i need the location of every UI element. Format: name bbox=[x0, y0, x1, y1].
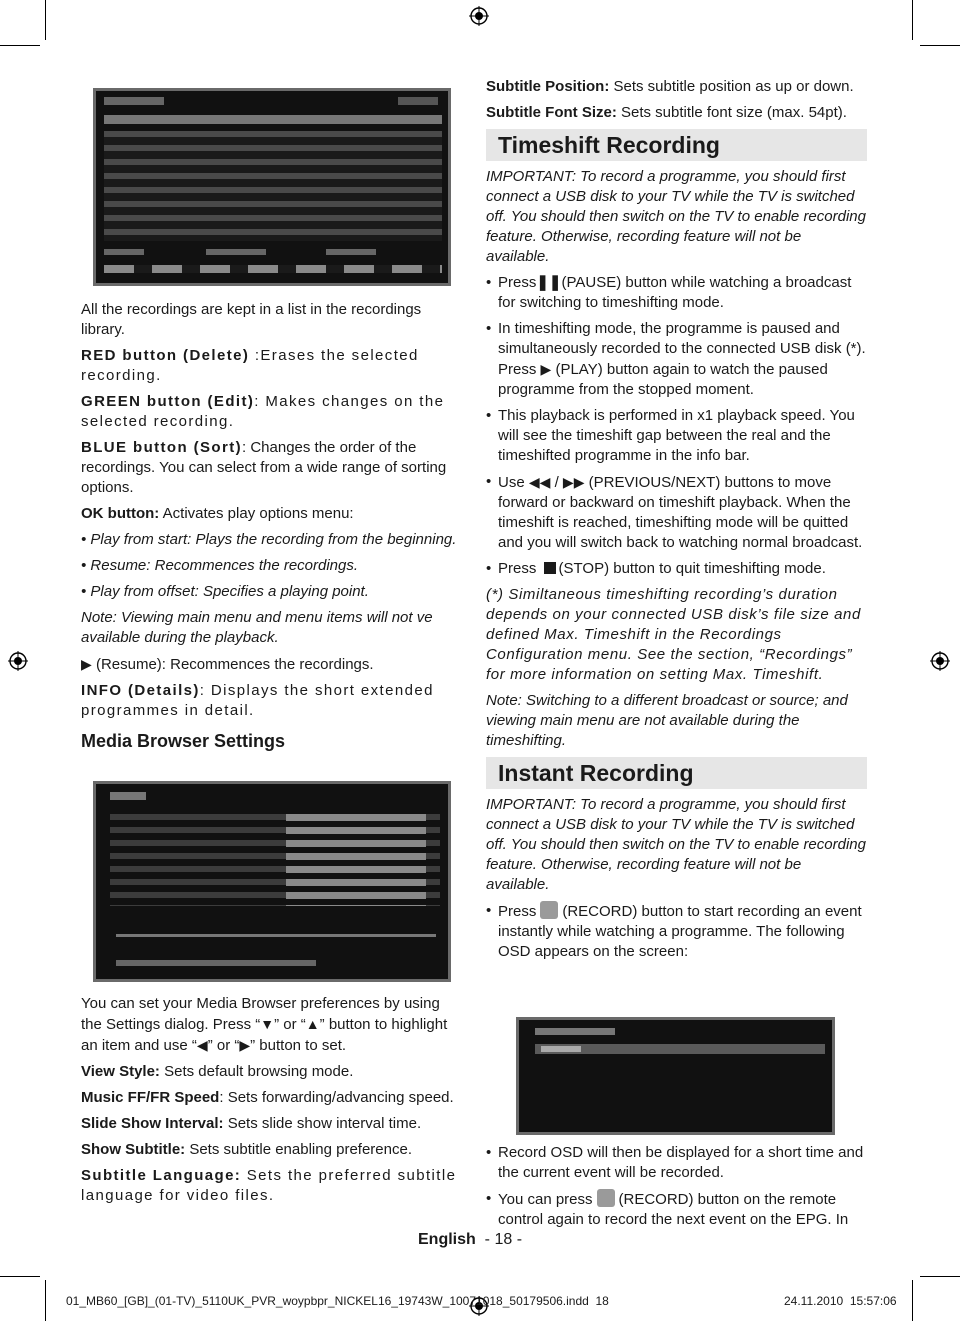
view-style-description bbox=[81, 1062, 463, 1082]
instant-bullet-osd: • Record OSD will then be displayed for a short time and the current event will be recorded. bbox=[486, 1143, 867, 1183]
bullet-text: Press bbox=[498, 903, 537, 920]
ok-option-play-from-start: • Play from start: Plays the recording from the beginning. bbox=[81, 531, 457, 548]
bullet-text: You can press bbox=[498, 1191, 593, 1208]
music-speed-label: Music FF/FR Speed bbox=[81, 1089, 220, 1106]
crop-mark bbox=[45, 0, 46, 40]
ok-option-resume: • Resume: Recommences the recordings. bbox=[81, 557, 359, 574]
settings-intro-part: ” or “ bbox=[274, 1016, 306, 1033]
record-button-icon bbox=[597, 1189, 615, 1207]
crop-mark bbox=[0, 1276, 40, 1277]
music-speed-description bbox=[81, 1088, 463, 1108]
timeshift-heading: Timeshift Recording bbox=[486, 129, 867, 161]
crop-mark bbox=[45, 1280, 46, 1321]
slug-page: 18 bbox=[595, 1294, 609, 1308]
recordings-intro: All the recordings are kept in a list in the recordings library. bbox=[81, 301, 422, 338]
info-button-description bbox=[81, 681, 463, 721]
settings-intro-part: You can set your Media Browser preferences by using the Settings dialog. Press “ bbox=[81, 995, 440, 1033]
record-button-icon bbox=[540, 901, 558, 919]
subtitle-font-text: Sets subtitle font size (max. 54pt). bbox=[616, 104, 847, 121]
instant-bullet-record bbox=[486, 901, 867, 962]
ok-option-text: Play from start: Plays the recording from the beginning. bbox=[90, 531, 457, 548]
subtitle-font-description bbox=[486, 103, 867, 123]
green-button-label: GREEN button (Edit) bbox=[81, 393, 255, 410]
bullet-text: In timeshifting mode, the programme is paused and simultaneously recorded to the connected USB disk (*). Press bbox=[498, 320, 866, 378]
playback-note: Note: Viewing main menu and menu items will not ve available during the playback. bbox=[81, 609, 433, 646]
subtitle-language-description bbox=[81, 1166, 463, 1206]
red-button-description bbox=[81, 346, 463, 386]
timeshift-bullet-playback: • This playback is performed in x1 playback speed. You will see the timeshift gap between the real and the timeshifted programme in the info bar. bbox=[486, 406, 867, 466]
timeshift-bullet-prev-next: • Use ◀◀ / ▶▶ (PREVIOUS/NEXT) buttons to move forward or backward on timeshift playback. When the timeshift is reached, timeshifting mode will be quitted and you will switch back to watching normal broadcast. bbox=[486, 472, 867, 553]
media-browser-heading: Media Browser Settings bbox=[81, 731, 286, 751]
green-button-description bbox=[81, 392, 463, 432]
down-arrow-icon: ▼ bbox=[260, 1016, 275, 1032]
instant-important: IMPORTANT: To record a programme, you should first connect a USB disk to your TV while the TV is switched off. You should then switch on the TV to enable recording feature. Otherwise, recording feature will not be available. bbox=[486, 796, 866, 893]
timeshift-note-switching: Note: Switching to a different broadcast or source; and viewing main menu are not available during the timeshifting. bbox=[486, 692, 848, 749]
right-column bbox=[486, 77, 867, 968]
red-button-text: :Erases the selected recording. bbox=[81, 347, 419, 384]
instant-bullet-next-event bbox=[486, 1189, 867, 1230]
bullet-text: (PLAY) button again to watch the paused programme from the stopped moment. bbox=[498, 361, 828, 398]
crop-mark bbox=[920, 45, 960, 46]
pause-icon: ❚❚ bbox=[536, 274, 562, 291]
ok-option-play-from-offset: • Play from offset: Specifies a playing point. bbox=[81, 583, 369, 600]
info-button-label: INFO (Details) bbox=[81, 682, 200, 699]
ok-option-text: Resume: Recommences the recordings. bbox=[90, 557, 359, 574]
red-button-label: RED button (Delete) bbox=[81, 347, 250, 364]
play-icon: ▶ bbox=[540, 361, 552, 377]
left-column bbox=[81, 300, 463, 757]
registration-mark-icon bbox=[930, 651, 950, 671]
info-button-text: : Displays the short extended programmes in detail. bbox=[81, 682, 434, 719]
next-icon: ▶▶ bbox=[562, 474, 585, 490]
right-arrow-icon: ▶ bbox=[239, 1037, 251, 1053]
slug-time: 15:57:06 bbox=[849, 1294, 897, 1308]
bullet-text: (PAUSE) button while watching a broadcast for switching to timeshifting mode. bbox=[498, 274, 852, 311]
music-speed-text: : Sets forwarding/advancing speed. bbox=[219, 1089, 454, 1106]
crop-mark bbox=[0, 45, 40, 46]
slug-filename: 01_MB60_[GB]_(01-TV)_5110UK_PVR_woypbpr_NICKEL16_19743W_10071018_50179506.indd bbox=[66, 1294, 589, 1308]
slug-line bbox=[66, 1294, 609, 1308]
subtitle-position-label: Subtitle Position: bbox=[486, 78, 610, 95]
subtitle-position-description bbox=[486, 77, 867, 97]
bullet-text: (RECORD) button on the remote control again to record the next event on the EPG. In bbox=[498, 1191, 849, 1228]
bullet-text: (RECORD) button to start recording an event instantly while watching a programme. The following OSD appears on the screen: bbox=[498, 903, 862, 960]
ok-button-text: Activates play options menu: bbox=[159, 505, 354, 522]
view-style-text: Sets default browsing mode. bbox=[159, 1063, 354, 1080]
bullet-text: Press bbox=[498, 560, 537, 577]
crop-mark bbox=[920, 1276, 960, 1277]
ok-button-description bbox=[81, 504, 463, 524]
recordings-library-screenshot bbox=[93, 88, 451, 286]
left-arrow-icon: ◀ bbox=[196, 1037, 208, 1053]
left-column-settings bbox=[81, 994, 463, 1212]
settings-intro bbox=[81, 994, 463, 1056]
show-subtitle-description bbox=[81, 1140, 463, 1160]
slide-show-text: Sets slide show interval time. bbox=[223, 1115, 422, 1132]
previous-icon: ◀◀ bbox=[528, 474, 551, 490]
instant-recording-heading: Instant Recording bbox=[486, 757, 867, 789]
timeshift-note-duration: (*) Similtaneous timeshifting recording’s duration depends on your connected USB disk’s file size and defined Max. Timeshift in the Recordings Configuration menu. See the section, “Recordings” for more information on setting Max. Timeshift. bbox=[486, 586, 861, 683]
crop-mark bbox=[912, 1280, 913, 1321]
green-button-text: : Makes changes on the selected recording. bbox=[81, 393, 445, 430]
page-number bbox=[418, 1231, 522, 1249]
media-browser-settings-screenshot bbox=[93, 781, 451, 982]
settings-intro-part: ” button to highlight an item and use “ bbox=[81, 1016, 448, 1054]
registration-mark-icon bbox=[8, 651, 28, 671]
footer-page: - 18 - bbox=[484, 1231, 523, 1248]
subtitle-language-text: Sets the preferred subtitle language for video files. bbox=[81, 1167, 457, 1204]
timeshift-bullet-mode bbox=[486, 319, 867, 400]
blue-button-label: BLUE button (Sort) bbox=[81, 439, 242, 456]
bullet-text: (STOP) button to quit timeshifting mode. bbox=[558, 560, 826, 577]
slug-date: 24.11.2010 bbox=[784, 1294, 844, 1308]
footer-language: English bbox=[418, 1231, 476, 1248]
view-style-label: View Style: bbox=[81, 1063, 160, 1080]
resume-description bbox=[81, 654, 463, 675]
stop-icon bbox=[544, 562, 556, 574]
right-column-bottom bbox=[486, 1143, 867, 1236]
crop-mark bbox=[912, 0, 913, 40]
timeshift-bullet-stop bbox=[486, 559, 867, 579]
timeshift-important: IMPORTANT: To record a programme, you should first connect a USB disk to your TV while the TV is switched off. You should then switch on the TV to enable recording feature. Otherwise, recording feature will not be available. bbox=[486, 168, 866, 265]
record-osd-screenshot bbox=[516, 1017, 835, 1135]
play-icon: ▶ bbox=[81, 656, 92, 672]
slide-show-description bbox=[81, 1114, 463, 1134]
show-subtitle-text: Sets subtitle enabling preference. bbox=[185, 1141, 412, 1158]
registration-mark-icon bbox=[469, 6, 489, 26]
ok-button-label: OK button: bbox=[81, 505, 160, 522]
blue-button-description bbox=[81, 438, 463, 498]
subtitle-position-text: Sets subtitle position as up or down. bbox=[609, 78, 854, 95]
settings-intro-part: ” button to set. bbox=[250, 1037, 347, 1054]
timeshift-bullet-pause bbox=[486, 273, 867, 313]
resume-text: (Resume): Recommences the recordings. bbox=[91, 656, 374, 673]
show-subtitle-label: Show Subtitle: bbox=[81, 1141, 186, 1158]
slide-show-label: Slide Show Interval: bbox=[81, 1115, 224, 1132]
settings-intro-part: ” or “ bbox=[207, 1037, 240, 1054]
up-arrow-icon: ▲ bbox=[305, 1016, 320, 1032]
subtitle-font-label: Subtitle Font Size: bbox=[486, 104, 617, 121]
bullet-text: Use bbox=[498, 474, 525, 491]
blue-button-text: : Changes the order of the recordings. You can select from a wide range of sorting options. bbox=[81, 439, 447, 496]
slug-timestamp bbox=[784, 1294, 897, 1308]
ok-option-text: Play from offset: Specifies a playing point. bbox=[90, 583, 369, 600]
subtitle-language-label: Subtitle Language: bbox=[81, 1167, 242, 1184]
bullet-text: (PREVIOUS/NEXT) buttons to move forward or backward on timeshift playback. When the timeshift is reached, timeshifting mode will be quitted and you will switch back to watching normal broadcast. bbox=[498, 474, 863, 551]
bullet-text: Press bbox=[498, 274, 537, 291]
